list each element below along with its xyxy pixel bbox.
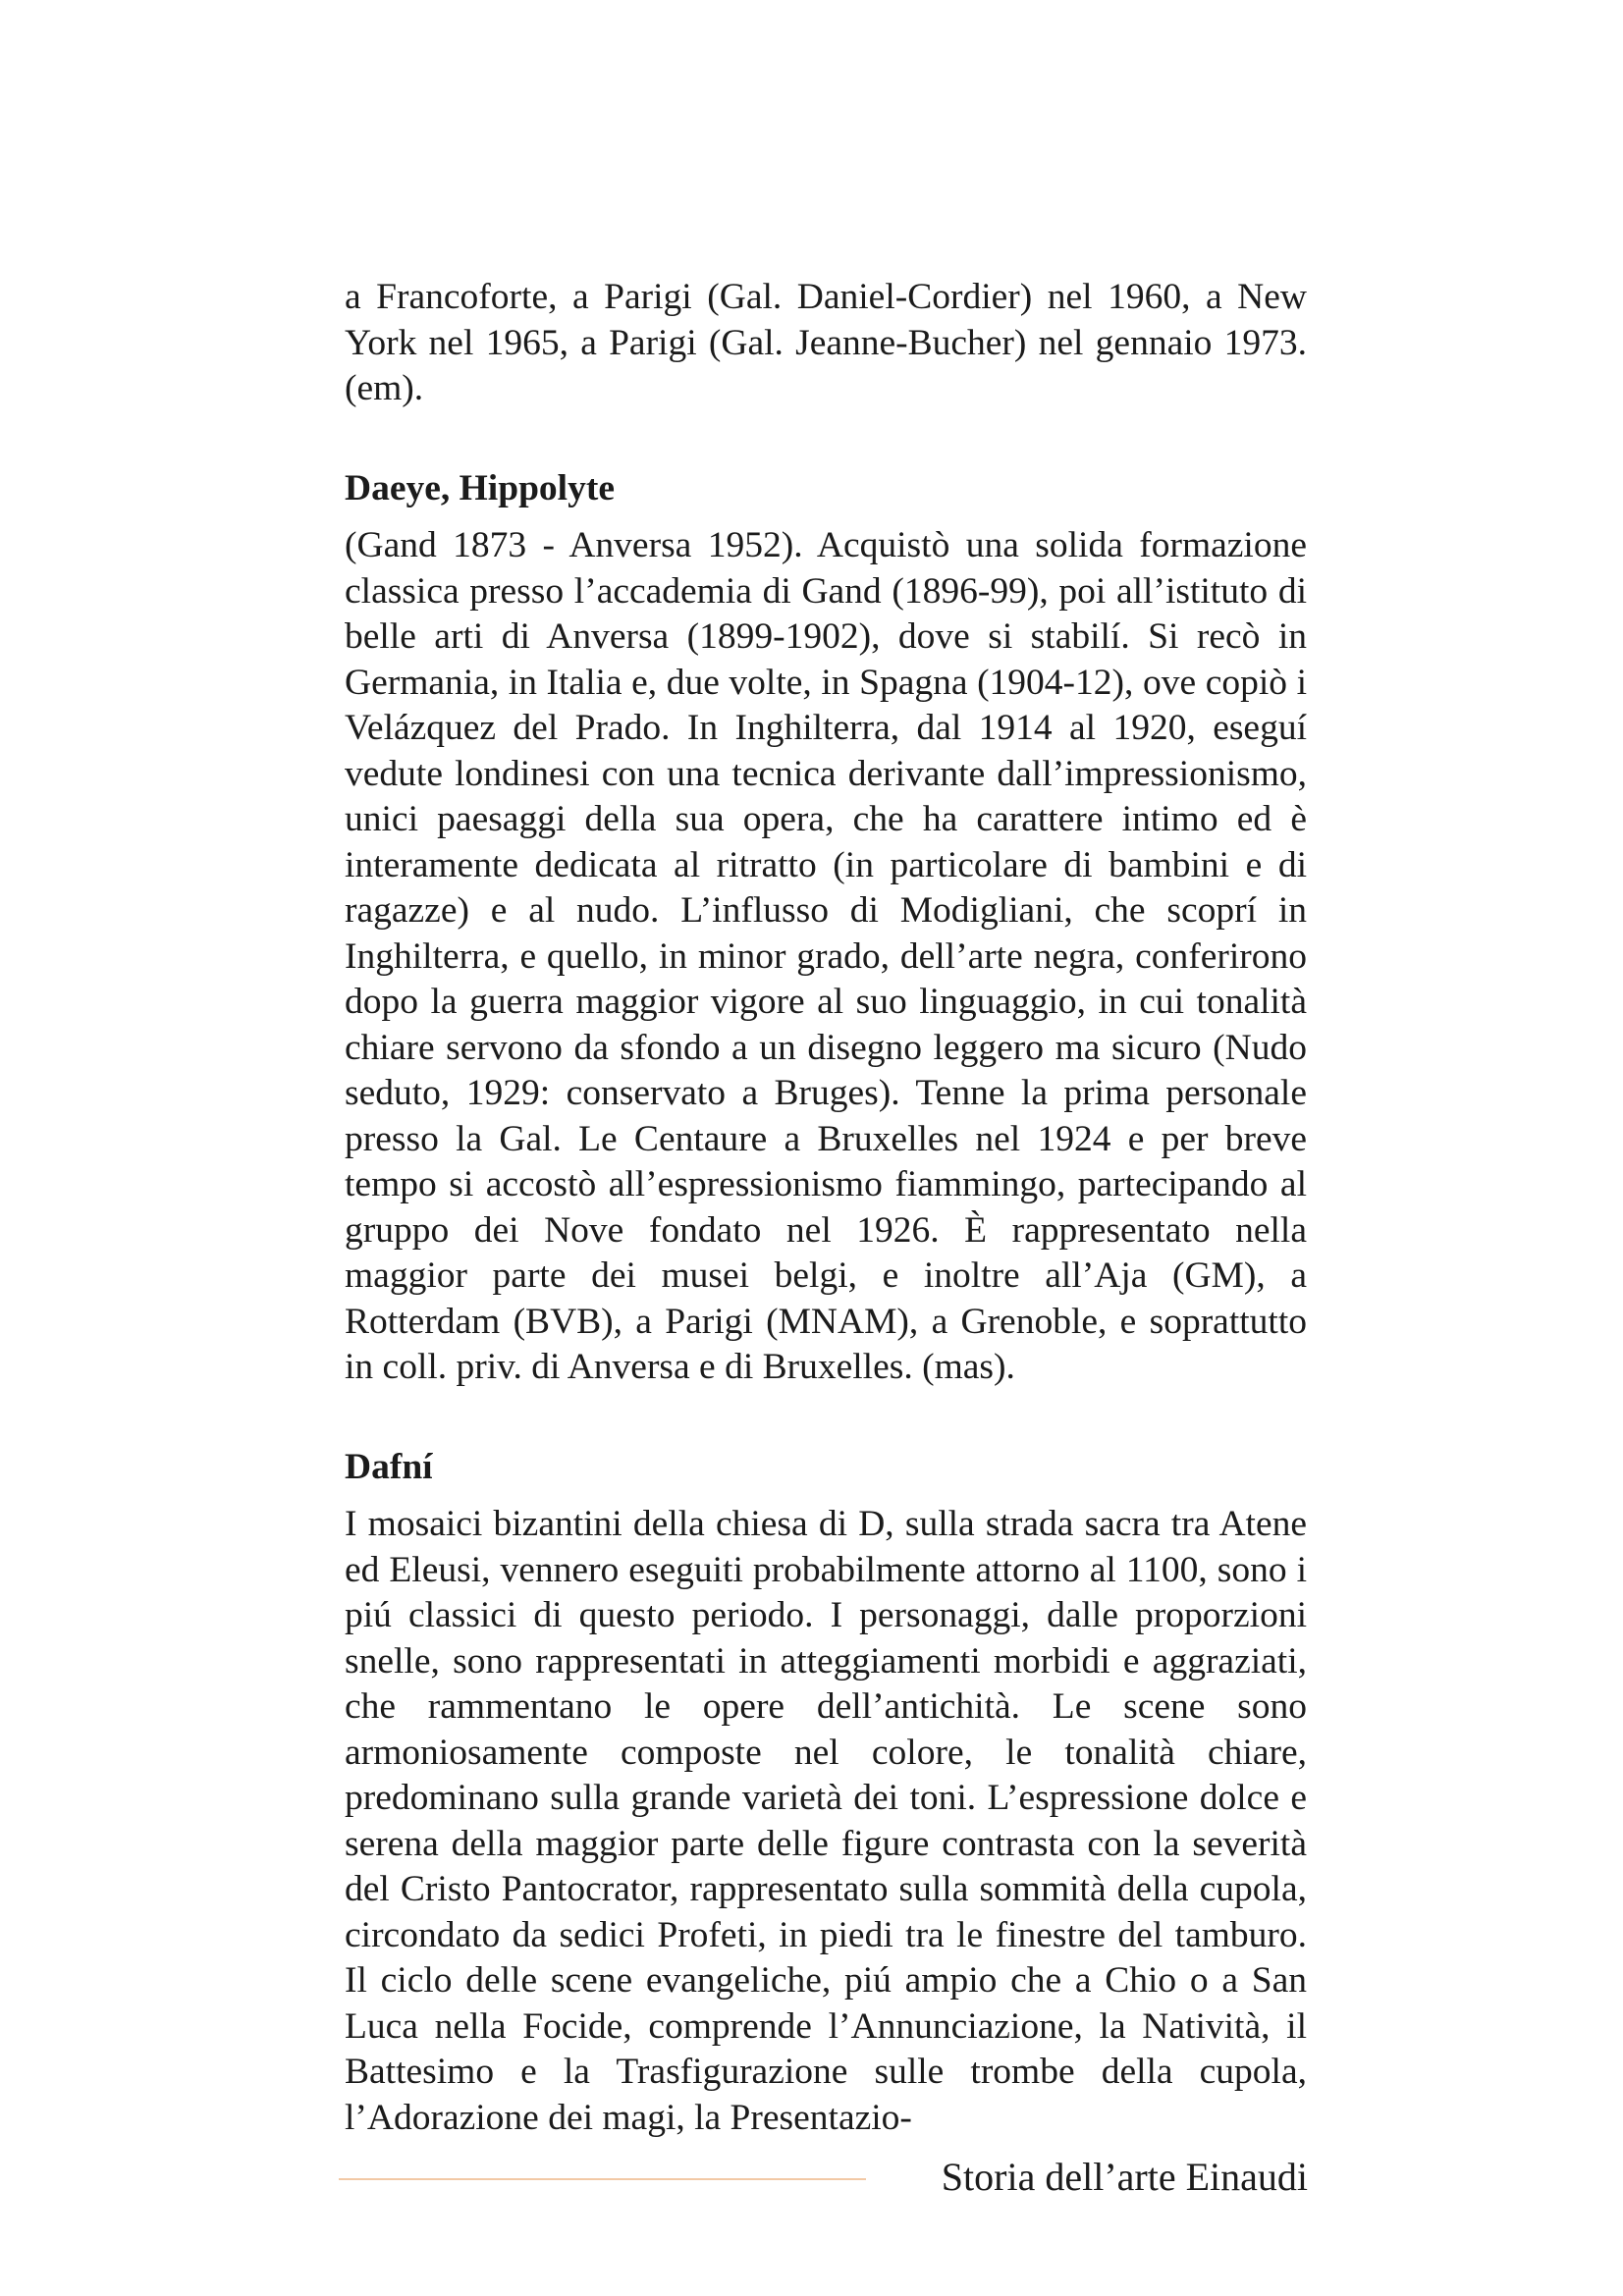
entry-text: (Gand 1873 - Anversa 1952). Acquistò una solida formazione classica presso l’accademia di Gand (1896-99), poi all’istituto di belle arti di Anversa (1899-1902), dove si stabilí. Si recò in Germania, in Italia e, due volte, in Spagna (1904-12), ove copiò i Velázquez del Prado. In Inghilterra, dal 1914 al 1920, eseguí vedute londinesi con una tecnica derivante dall’impressionismo, unici paesaggi della sua opera, che ha carattere intimo ed è interamente dedicata al ritratto (in particolare di bambini e di ragazze) e al nudo. L’influsso di Modigliani, che scoprí in Inghilterra, e quello, in minor grado, dell’arte negra, conferirono dopo la guerra maggior vigore al suo linguaggio, in cui tonalità chiare servono da sfondo a un disegno leggero ma sicuro (Nudo seduto, 1929: conservato a Bruges). Tenne la prima personale presso la Gal. Le Centaure a Bruxelles nel 1924 e per breve tempo si accostò all’espressionismo fiammingo, partecipando al gruppo dei Nove fondato nel 1926. È rappresentato nella maggior parte dei musei belgi, e inoltre all’Aja (GM), a Rotterdam (BVB), a Parigi (MNAM), a Grenoble, e soprattutto in coll. priv. di Anversa e di Bruxelles. (mas). [345,525,1307,1387]
footer-title: Storia dell’arte Einaudi [941,2155,1308,2199]
entry-daeye [345,466,1307,1391]
entry-heading: Daeye, Hippolyte [345,467,615,508]
continuation-paragraph: a Francoforte, a Parigi (Gal. Daniel-Cordier) nel 1960, a New York nel 1965, a Parigi (Gal. Jeanne-Bucher) nel gennaio 1973. (em). [345,277,1307,408]
entry-heading: Dafní [345,1446,433,1487]
footer-rule [339,2178,866,2180]
page-body [345,275,1307,2141]
entry-dafni [345,1445,1307,2142]
entry-text: I mosaici bizantini della chiesa di D, sulla strada sacra tra Atene ed Eleusi, vennero eseguiti probabilmente attorno al 1100, sono i piú classici di questo periodo. I personaggi, dalle proporzioni snelle, sono rappresentati in atteggiamenti morbidi e aggraziati, che rammentano le opere dell’antichità. Le scene sono armoniosamente composte nel colore, le tonalità chiare, predominano sulla grande varietà dei toni. L’espressione dolce e serena della maggior parte delle figure contrasta con la severità del Cristo Pantocrator, rappresentato sulla sommità della cupola, circondato da sedici Profeti, in piedi tra le finestre del tamburo. Il ciclo delle scene evangeliche, piú ampio che a Chio o a San Luca nella Focide, comprende l’Annunciazione, la Natività, il Battesimo e la Trasfigurazione sulle trombe della cupola, l’Adorazione dei magi, la Presentazio- [345,1504,1307,2138]
